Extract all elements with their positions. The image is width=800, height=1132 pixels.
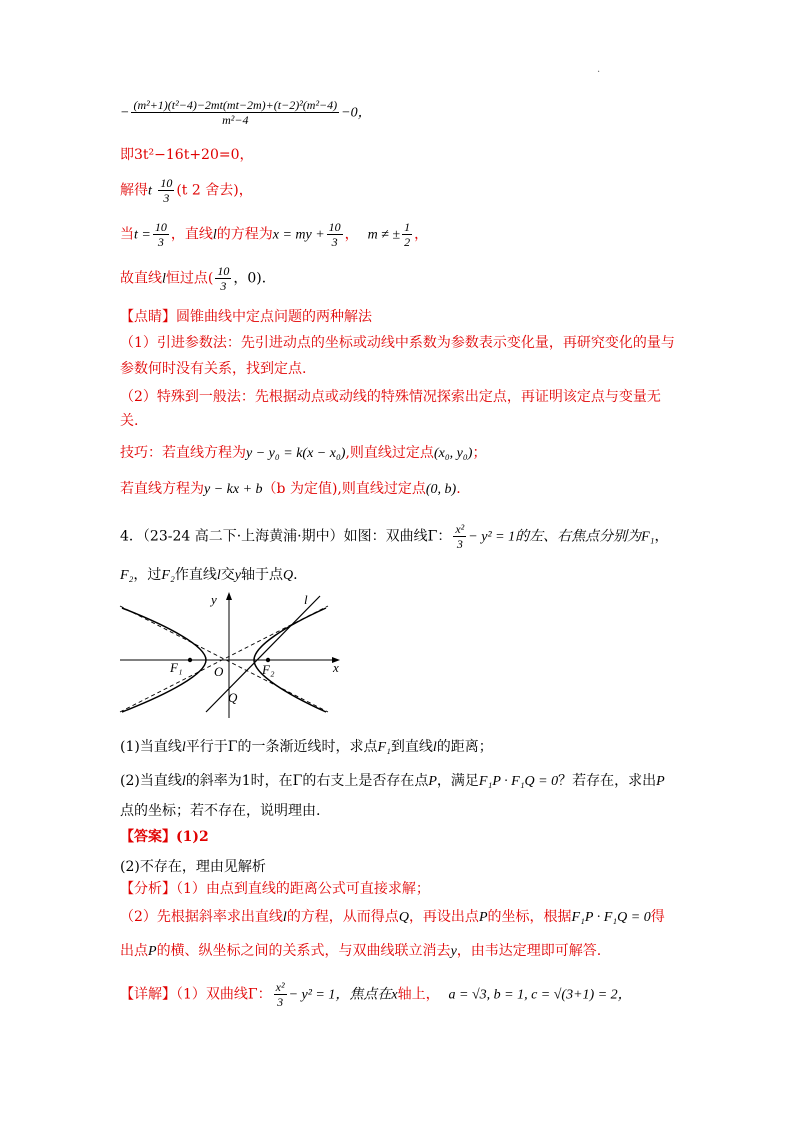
equation-line-1: − $\frac{\text{(m²+1)(t²−4)−2mt(mt−2m)+(t−2)²(m²−4)}}{\text{m²−4}}$ −0，	[120, 98, 372, 127]
o-label: O	[214, 664, 224, 679]
analysis-2: （2）先根据斜率求出直线l的方程，从而得点Q，再设出点P的坐标，根据F₁P · F₁Q = 0得	[120, 909, 665, 925]
tip-text-4: 关.	[120, 413, 139, 429]
tip-technique-1: 技巧：若直线方程为y − y₀ = k(x − x₀),则直线过定点(x₀, y₀)；	[120, 445, 487, 461]
f1-label: F₁	[170, 660, 183, 675]
fraction: $\frac{\text{(m²+1)(t²−4)−2mt(mt−2m)+(t−2)²(m²−4)}}{\text{m²−4}}$	[133, 98, 338, 127]
analysis-3: 出点P的横、纵坐标之间的关系式，与双曲线联立消去y，由韦达定理即可解答.	[120, 943, 602, 959]
tip-heading: 【点睛】圆锥曲线中定点问题的两种解法	[120, 309, 372, 325]
tip-text-1: （1）引进参数法：先引进动点的坐标或动线中系数为参数表示变化量，再研究变化的量与	[120, 335, 675, 351]
question-2: (2)当直线l的斜率为1时，在Γ的右支上是否存在点P，满足F₁P · F₁Q = 0？若存在，求出P	[120, 773, 665, 789]
question-1: (1)当直线l平行于Γ的一条渐近线时，求点F₁到直线l的距离；	[120, 739, 493, 755]
answer-2: (2)不存在，理由见解析	[120, 859, 266, 875]
equation-line-5: 故直线l恒过点( $\frac{10}{3}$ ，0)．	[120, 264, 276, 293]
page-mark: .	[597, 64, 601, 75]
equation-line-4: 当t = $\frac{10}{3}$ ，直线l的方程为x = my + $\frac{10}{3}$ ， m ≠ ± $\frac{1}{2}$ ，	[120, 220, 429, 249]
f2-label: F₂	[262, 662, 275, 677]
q-label: Q	[228, 690, 238, 705]
tip-text-3: （2）特殊到一般法：先根据动点或动线的特殊情况探索出定点，再证明该定点与变量无	[120, 389, 661, 405]
question-2-cont: 点的坐标；若不存在，说明理由.	[120, 803, 321, 819]
tip-text-2: 参数何时没有关系，找到定点.	[120, 361, 307, 377]
equation-line-3: 解得t $\frac{10}{3}$ (t 2 舍去)，	[120, 176, 253, 205]
line-l	[206, 596, 320, 712]
l-label: l	[304, 592, 308, 607]
problem-4-title: 4．（23-24 高二下·上海黄浦·期中）如图：双曲线Γ： $\frac{\text{x²}}{3}$ − y² = 1的左、右焦点分别为F₁，	[120, 522, 669, 551]
detail-1: 【详解】（1）双曲线Γ： $\frac{\text{x²}}{3}$ − y² = 1，焦点在x轴上， a = √3, b = 1, c = √(3+1) = 2，	[120, 980, 632, 1009]
analysis-1: 【分析】（1）由点到直线的距离公式可直接求解；	[120, 881, 430, 897]
tip-technique-2: 若直线方程为y − kx + b（b 为定值),则直线过定点(0, b).	[120, 481, 461, 497]
problem-4-line-2: F₂，过F₂作直线l交y轴于点Q.	[120, 567, 298, 583]
equation-line-2: 即3t²−16t+20=0，	[120, 147, 254, 163]
y-axis-arrow	[226, 592, 232, 600]
answer-heading: 【答案】(1)2	[120, 829, 209, 845]
y-label: y	[211, 592, 217, 607]
hyperbola-figure	[118, 590, 346, 722]
x-label: x	[333, 660, 339, 675]
focus-f1	[188, 658, 192, 662]
